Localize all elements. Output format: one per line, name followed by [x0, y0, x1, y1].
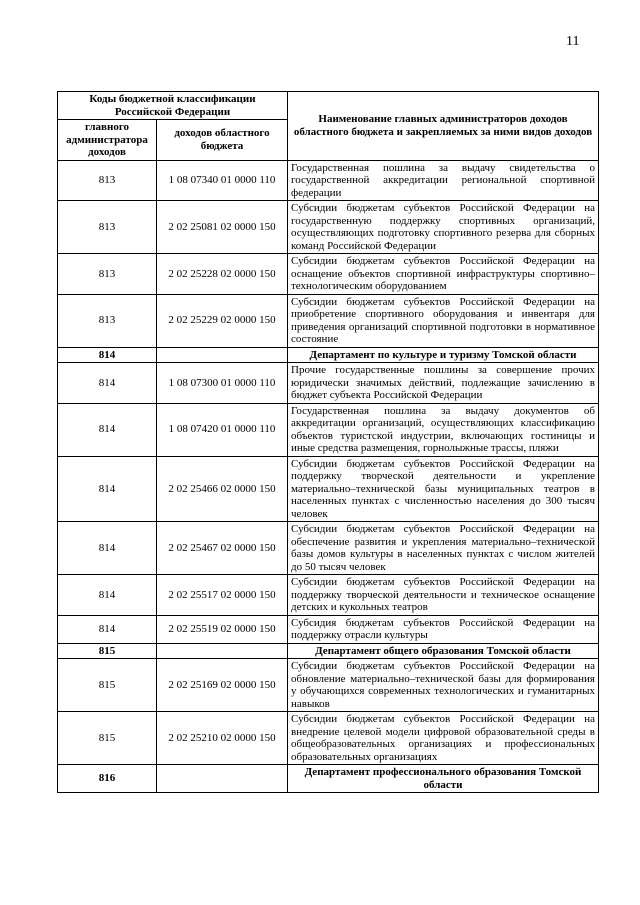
table-row [58, 201, 599, 254]
revenue-code-cell: 1 08 07340 01 0000 110 [157, 160, 288, 201]
admin-code-cell: 814 [58, 456, 157, 522]
header-col-admin: главного администратора доходов [58, 120, 157, 161]
admin-code-cell: 816 [58, 765, 157, 793]
revenue-name-cell: Субсидии бюджетам субъектов Российской Федерации на приобретение спортивного оборудования и инвентаря для приведения организаций спортивной подготовки в нормативное состояние [288, 294, 599, 347]
table-row [58, 522, 599, 575]
admin-code-cell: 813 [58, 201, 157, 254]
revenue-name-cell: Субсидии бюджетам субъектов Российской Федерации на обновление материально–технической базы для формирования у обучающихся современных технологических и гуманитарных навыков [288, 659, 599, 712]
revenue-name-cell: Субсидия бюджетам субъектов Российской Федерации на поддержку отрасли культуры [288, 615, 599, 643]
page-number: 11 [566, 34, 580, 49]
revenue-name-cell: Государственная пошлина за выдачу документов об аккредитации организаций, осуществляющих классификацию объектов туристской индустрии, включающих гостиницы и иные средства размещения, горнолыжные трассы, пляжи [288, 403, 599, 456]
revenue-name-cell: Прочие государственные пошлины за совершение прочих юридически значимых действий, подлежащие зачислению в бюджет субъекта Российской Федерации [288, 363, 599, 404]
revenue-name-cell: Субсидии бюджетам субъектов Российской Федерации на государственную поддержку спортивных организаций, осуществляющих подготовку спортивного резерва для сборных команд Российской Федерации [288, 201, 599, 254]
revenue-code-cell: 2 02 25519 02 0000 150 [157, 615, 288, 643]
table-row [58, 160, 599, 201]
table-row [58, 294, 599, 347]
department-row [58, 765, 599, 793]
table-row [58, 363, 599, 404]
admin-code-cell: 813 [58, 254, 157, 295]
table-row [58, 659, 599, 712]
admin-code-cell: 815 [58, 712, 157, 765]
admin-code-cell: 814 [58, 575, 157, 616]
admin-code-cell: 814 [58, 347, 157, 363]
revenue-code-cell: 2 02 25466 02 0000 150 [157, 456, 288, 522]
table-body [58, 160, 599, 793]
revenue-name-cell: Субсидии бюджетам субъектов Российской Федерации на внедрение целевой модели цифровой образовательной среды в общеобразовательных организациях и профессиональных образовательных организациях [288, 712, 599, 765]
revenue-code-cell: 2 02 25081 02 0000 150 [157, 201, 288, 254]
table-row [58, 712, 599, 765]
revenue-code-cell: 2 02 25228 02 0000 150 [157, 254, 288, 295]
table-row [58, 456, 599, 522]
department-row [58, 643, 599, 659]
admin-code-cell: 814 [58, 615, 157, 643]
revenue-code-cell: 1 08 07300 01 0000 110 [157, 363, 288, 404]
revenue-name-cell: Субсидии бюджетам субъектов Российской Федерации на оснащение объектов спортивной инфраструктуры спортивно–технологическим оборудованием [288, 254, 599, 295]
admin-code-cell: 814 [58, 403, 157, 456]
table-row [58, 615, 599, 643]
revenue-code-cell: 2 02 25517 02 0000 150 [157, 575, 288, 616]
admin-code-cell: 813 [58, 160, 157, 201]
revenue-code-cell [157, 643, 288, 659]
revenue-name-cell: Субсидии бюджетам субъектов Российской Федерации на поддержку творческой деятельности и техническое оснащение детских и кукольных театров [288, 575, 599, 616]
budget-classification-table [57, 91, 599, 793]
revenue-name-cell: Государственная пошлина за выдачу свидетельства о государственной аккредитации региональной спортивной федерации [288, 160, 599, 201]
admin-code-cell: 815 [58, 659, 157, 712]
revenue-code-cell: 2 02 25467 02 0000 150 [157, 522, 288, 575]
admin-code-cell: 813 [58, 294, 157, 347]
table-row [58, 254, 599, 295]
revenue-code-cell: 2 02 25169 02 0000 150 [157, 659, 288, 712]
header-group-title: Коды бюджетной классификации Российской Федерации [58, 92, 288, 120]
revenue-code-cell: 2 02 25229 02 0000 150 [157, 294, 288, 347]
revenue-name-cell: Департамент общего образования Томской области [288, 643, 599, 659]
header-col-name: Наименование главных администраторов доходов областного бюджета и закрепляемых за ними видов доходов [288, 92, 599, 161]
revenue-name-cell: Субсидии бюджетам субъектов Российской Федерации на обеспечение развития и укрепления материально–технической базы домов культуры в населенных пунктах с числом жителей до 50 тысяч человек [288, 522, 599, 575]
admin-code-cell: 814 [58, 363, 157, 404]
revenue-code-cell [157, 765, 288, 793]
table-row [58, 575, 599, 616]
department-row [58, 347, 599, 363]
admin-code-cell: 815 [58, 643, 157, 659]
header-col-code: доходов областного бюджета [157, 120, 288, 161]
revenue-code-cell: 2 02 25210 02 0000 150 [157, 712, 288, 765]
revenue-name-cell: Департамент по культуре и туризму Томской области [288, 347, 599, 363]
revenue-name-cell: Департамент профессионального образования Томской области [288, 765, 599, 793]
revenue-name-cell: Субсидии бюджетам субъектов Российской Федерации на поддержку творческой деятельности и укрепление материально–технической базы муниципальных театров в населенных пунктах с численностью населения до 300 тысяч человек [288, 456, 599, 522]
revenue-code-cell [157, 347, 288, 363]
header-row-1 [58, 92, 599, 120]
revenue-code-cell: 1 08 07420 01 0000 110 [157, 403, 288, 456]
admin-code-cell: 814 [58, 522, 157, 575]
table-row [58, 403, 599, 456]
